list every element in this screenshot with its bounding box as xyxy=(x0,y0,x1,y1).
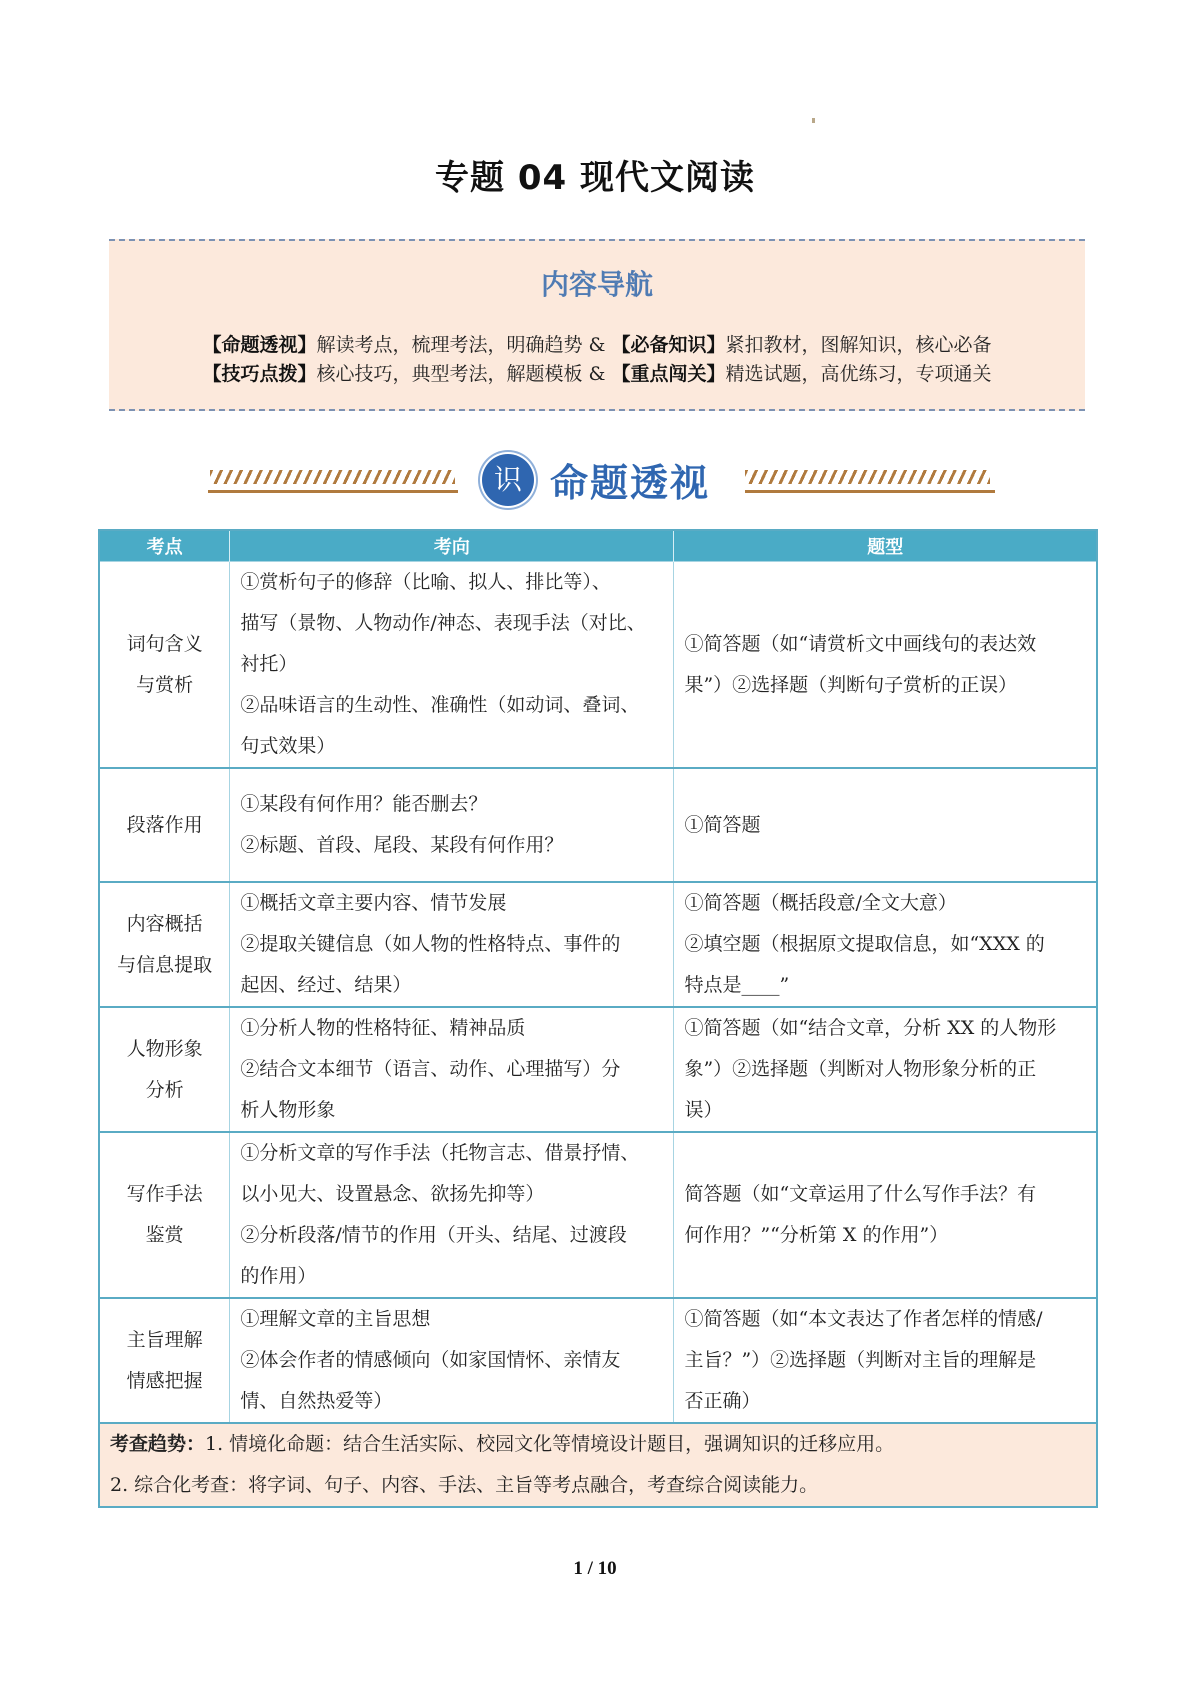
nav-text: 精选试题，高优练习，专项通关 xyxy=(725,363,992,385)
trend-line xyxy=(110,1424,1086,1465)
cell-line: 写作手法 xyxy=(126,1183,203,1205)
table-row xyxy=(99,1298,1097,1423)
section-title: 命题透视 xyxy=(550,460,711,505)
trend-label: 考查趋势： xyxy=(110,1433,206,1455)
cell-point xyxy=(99,562,230,769)
content-navigation-box xyxy=(109,239,1085,411)
cell-line: ②体会作者的情感倾向（如家国情怀、亲情友 xyxy=(240,1349,621,1371)
cell-line: 象”）②选择题（判断对人物形象分析的正 xyxy=(684,1058,1037,1080)
cell-type xyxy=(674,1132,1097,1298)
cell-point xyxy=(99,1132,230,1298)
cell-line: 分析 xyxy=(145,1078,184,1101)
cell-line: ②结合文本细节（语言、动作、心理描写）分 xyxy=(240,1058,621,1080)
cell-type xyxy=(674,882,1097,1007)
nav-tag: 【命题透视】 xyxy=(202,334,317,356)
page-indicator: 1 / 10 xyxy=(573,1558,617,1579)
nav-text: 紧扣教材，图解知识，核心必备 xyxy=(725,334,992,356)
nav-line-1 xyxy=(109,331,1085,360)
cell-line: 句式效果） xyxy=(240,735,336,757)
cell-line: 起因、经过、结果） xyxy=(240,974,412,996)
table-row xyxy=(99,562,1097,769)
cell-line: ②分析段落/情节的作用（开头、结尾、过渡段 xyxy=(240,1224,627,1246)
stray-mark xyxy=(812,118,815,123)
nav-box-lines xyxy=(109,331,1085,389)
cell-line: ①理解文章的主旨思想 xyxy=(240,1308,431,1330)
cell-line: 与赏析 xyxy=(136,673,194,696)
cell-line: ①简答题（概括段意/全文大意） xyxy=(684,892,957,914)
cell-line: 衬托） xyxy=(240,653,298,675)
trend-item: 2. 综合化考查：将字词、句子、内容、手法、主旨等考点融合，考查综合阅读能力。 xyxy=(110,1474,819,1496)
cell-line: 果”）②选择题（判断句子赏析的正误） xyxy=(684,673,1018,696)
nav-text: 核心技巧，典型考法，解题模板 & xyxy=(316,363,612,385)
cell-line: 特点是____” xyxy=(684,974,790,996)
decorative-stripe-left xyxy=(210,470,455,484)
cell-line: 析人物形象 xyxy=(240,1099,336,1121)
cell-direction xyxy=(230,562,674,769)
cell-line: ①简答题 xyxy=(684,813,761,836)
cell-line: 以小见大、设置悬念、欲扬先抑等） xyxy=(240,1183,545,1205)
trend-row xyxy=(99,1423,1097,1507)
cell-line: 主旨？”）②选择题（判断对主旨的理解是 xyxy=(684,1349,1037,1371)
cell-type xyxy=(674,1298,1097,1423)
page-title: 专题 04 现代文阅读 xyxy=(435,158,755,198)
section-badge-icon: 识 xyxy=(482,454,534,506)
cell-point xyxy=(99,1298,230,1423)
cell-line: ①简答题（如“本文表达了作者怎样的情感/ xyxy=(684,1308,1043,1330)
cell-line: 人物形象 xyxy=(126,1037,203,1060)
cell-direction xyxy=(230,1007,674,1132)
divider-line-right xyxy=(745,490,995,493)
table-row xyxy=(99,1132,1097,1298)
cell-line: ①某段有何作用？能否删去？ xyxy=(240,793,488,815)
cell-line: ①概括文章主要内容、情节发展 xyxy=(240,892,507,914)
cell-line: ①赏析句子的修辞（比喻、拟人、排比等）、 xyxy=(240,571,611,593)
nav-tag: 【必备知识】 xyxy=(611,334,726,356)
nav-line-2 xyxy=(109,360,1085,389)
cell-point xyxy=(99,1007,230,1132)
cell-point xyxy=(99,768,230,882)
cell-line: ②标题、首段、尾段、某段有何作用？ xyxy=(240,834,564,856)
cell-line: 的作用） xyxy=(240,1265,317,1287)
cell-line: ①分析文章的写作手法（托物言志、借景抒情、 xyxy=(240,1142,640,1164)
cell-line: 误） xyxy=(684,1099,723,1121)
cell-line: 主旨理解 xyxy=(126,1328,203,1351)
table-row xyxy=(99,1007,1097,1132)
cell-line: ②填空题（根据原文提取信息，如“XXX 的 xyxy=(684,933,1045,955)
cell-direction xyxy=(230,768,674,882)
nav-tag: 【重点闯关】 xyxy=(611,363,726,385)
trend-item: 1. 情境化命题：结合生活实际、校园文化等情境设计题目，强调知识的迁移应用。 xyxy=(205,1433,895,1455)
cell-line: 与信息提取 xyxy=(117,953,213,976)
section-header xyxy=(200,452,990,512)
cell-direction xyxy=(230,882,674,1007)
cell-line: ①分析人物的性格特征、精神品质 xyxy=(240,1017,526,1039)
header-point: 考点 xyxy=(99,530,230,562)
cell-line: 词句含义 xyxy=(126,632,203,655)
cell-type xyxy=(674,1007,1097,1132)
cell-line: 否正确） xyxy=(684,1390,761,1412)
header-direction: 考向 xyxy=(230,530,674,562)
cell-line: ①简答题（如“请赏析文中画线句的表达效 xyxy=(684,632,1037,655)
cell-line: 描写（景物、人物动作/神态、表现手法（对比、 xyxy=(240,612,646,634)
cell-line: 何作用？”“分析第 X 的作用”） xyxy=(684,1224,949,1246)
table-row xyxy=(99,768,1097,882)
cell-type xyxy=(674,768,1097,882)
cell-line: 简答题（如“文章运用了什么写作手法？有 xyxy=(684,1183,1037,1205)
table-row xyxy=(99,882,1097,1007)
divider-line-left xyxy=(208,490,458,493)
table-header-row xyxy=(99,530,1097,562)
cell-line: 段落作用 xyxy=(126,813,203,836)
exam-trend-cell xyxy=(99,1423,1097,1507)
header-type: 题型 xyxy=(674,530,1097,562)
nav-text: 解读考点，梳理考法，明确趋势 & xyxy=(316,334,612,356)
cell-point xyxy=(99,882,230,1007)
decorative-stripe-right xyxy=(745,470,990,484)
cell-line: 内容概括 xyxy=(126,912,203,935)
cell-type xyxy=(674,562,1097,769)
exam-analysis-table xyxy=(98,529,1098,1508)
cell-line: ②品味语言的生动性、准确性（如动词、叠词、 xyxy=(240,694,640,716)
cell-direction xyxy=(230,1298,674,1423)
cell-line: 情、自然热爱等） xyxy=(240,1390,393,1412)
cell-direction xyxy=(230,1132,674,1298)
cell-line: ①简答题（如“结合文章，分析 XX 的人物形 xyxy=(684,1017,1057,1039)
cell-line: 鉴赏 xyxy=(145,1224,184,1246)
cell-line: 情感把握 xyxy=(126,1369,203,1392)
nav-tag: 【技巧点拨】 xyxy=(202,363,317,385)
cell-line: ②提取关键信息（如人物的性格特点、事件的 xyxy=(240,933,621,955)
nav-box-title: 内容导航 xyxy=(540,268,653,301)
